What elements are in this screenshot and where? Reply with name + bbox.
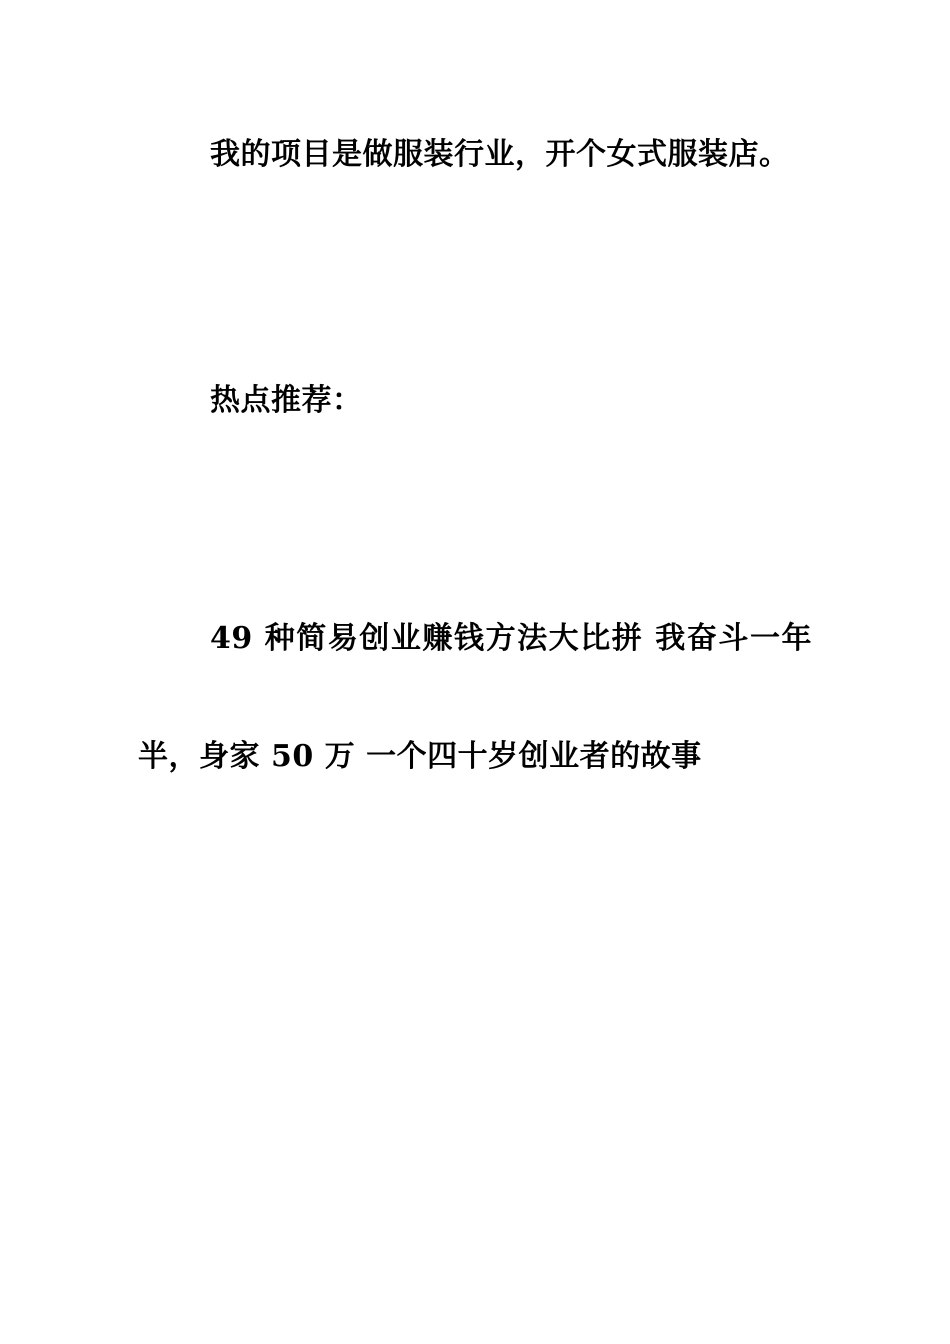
paragraph-spacer-2: [138, 460, 812, 580]
paragraph-spacer-1: [138, 214, 812, 342]
paragraph-intro: 我的项目是做服装行业，开个女式服装店。: [210, 137, 790, 172]
paragraph-hot-recommend-heading: 热点推荐：: [210, 383, 363, 418]
document-body: [138, 0, 812, 816]
paragraph-recommend-list: 49 种简易创业赚钱方法大比拼 我奋斗一年半，身家 50 万 一个四十岁创业者的故事: [138, 621, 812, 774]
